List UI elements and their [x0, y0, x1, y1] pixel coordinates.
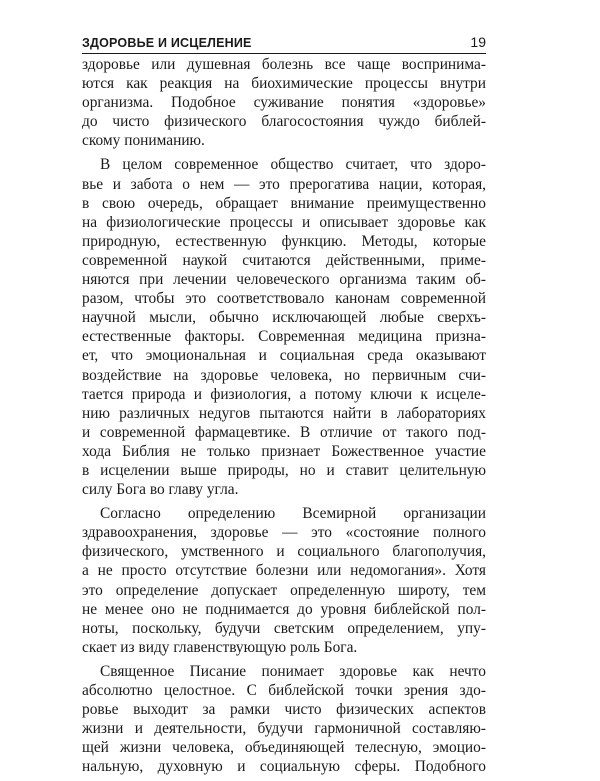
- text-line: ноты, поскольку, будучи светским определением, упу-: [82, 619, 486, 637]
- page-header: [82, 26, 486, 54]
- text-line: природную, естественную функцию. Методы, которые: [82, 232, 486, 250]
- text-line: ет, что эмоциональная и социальная среда оказывают: [82, 347, 486, 365]
- text-line: а не просто отсутствие болезни или недомогания». Хотя: [82, 562, 486, 580]
- text-line: разом, чтобы это соответствовало канонам современной: [82, 290, 486, 308]
- paragraph: [82, 55, 486, 150]
- text-line: ются как реакция на биохимические процессы внутри: [82, 75, 486, 93]
- paragraph: [82, 504, 486, 657]
- text-line: и современной фармацевтике. В отличие от такого под-: [82, 423, 486, 441]
- text-line: физического, умственного и социального благополучия,: [82, 543, 486, 561]
- text-line: до чисто физического благосостояния чуждо библей-: [82, 113, 486, 131]
- body-text: [82, 55, 486, 781]
- text-line: в свою очередь, обращает внимание преимущественно: [82, 194, 486, 212]
- text-line: это определение допускает определенную широту, тем: [82, 581, 486, 599]
- text-line: вье и забота о нем — это прерогатива нации, которая,: [82, 175, 486, 193]
- text-line: нальную, духовную и социальную сферы. Подобного: [82, 758, 486, 776]
- text-line: естественные факторы. Современная медицина призна-: [82, 328, 486, 346]
- text-line: в исцелении выше природы, но и ставит целительную: [82, 461, 486, 479]
- text-line: научной мысли, обычно исключающей любые сверхъ-: [82, 309, 486, 327]
- text-line: В целом современное общество считает, что здоро-: [100, 156, 486, 174]
- text-line: силу Бога во главу угла.: [82, 481, 239, 499]
- text-line: Священное Писание понимает здоровье как нечто: [100, 662, 486, 680]
- text-line: здравоохранения, здоровье — это «состояние полного: [82, 524, 486, 542]
- text-line: на физиологические процессы и описывает здоровье как: [82, 213, 486, 231]
- text-line: абсолютно целостное. С библейской точки зрения здо-: [82, 682, 486, 699]
- text-line: щей жизни человека, объединяющей телесную, эмоцио-: [82, 739, 486, 757]
- text-line: тается природа и физиология, а потому ключи к исцеле-: [82, 385, 486, 403]
- text-line: не менее оно не поднимается до уровня библейской пол-: [82, 600, 486, 618]
- text-line: воздействие на здоровье человека, но первичным счи-: [82, 366, 486, 384]
- text-line: нию различных недугов пытаются найти в лабораториях: [82, 404, 486, 422]
- text-line: Согласно определению Всемирной организации: [100, 505, 486, 523]
- text-line: скает из виду главенствующую роль Бога.: [82, 638, 358, 656]
- text-line: ровье выходит за рамки чисто физических аспектов: [82, 701, 486, 719]
- text-line: здоровье или душевная болезнь все чаще воспринима-: [82, 56, 486, 73]
- text-line: скому пониманию.: [82, 132, 205, 150]
- paragraph: [82, 662, 486, 777]
- page-number: 19: [470, 34, 486, 50]
- text-line: организма. Подобное суживание понятия «здоровье»: [82, 94, 486, 112]
- paragraph: [82, 155, 486, 499]
- running-title: ЗДОРОВЬЕ И ИСЦЕЛЕНИЕ: [82, 36, 252, 50]
- text-line: няются при лечении человеческого организма таким об-: [82, 271, 486, 289]
- text-line: хода Библия не только признает Божественное участие: [82, 442, 486, 460]
- text-line: жизни и деятельности, будучи гармоничной составляю-: [82, 720, 486, 738]
- text-line: современной наукой считаются действенными, приме-: [82, 251, 486, 269]
